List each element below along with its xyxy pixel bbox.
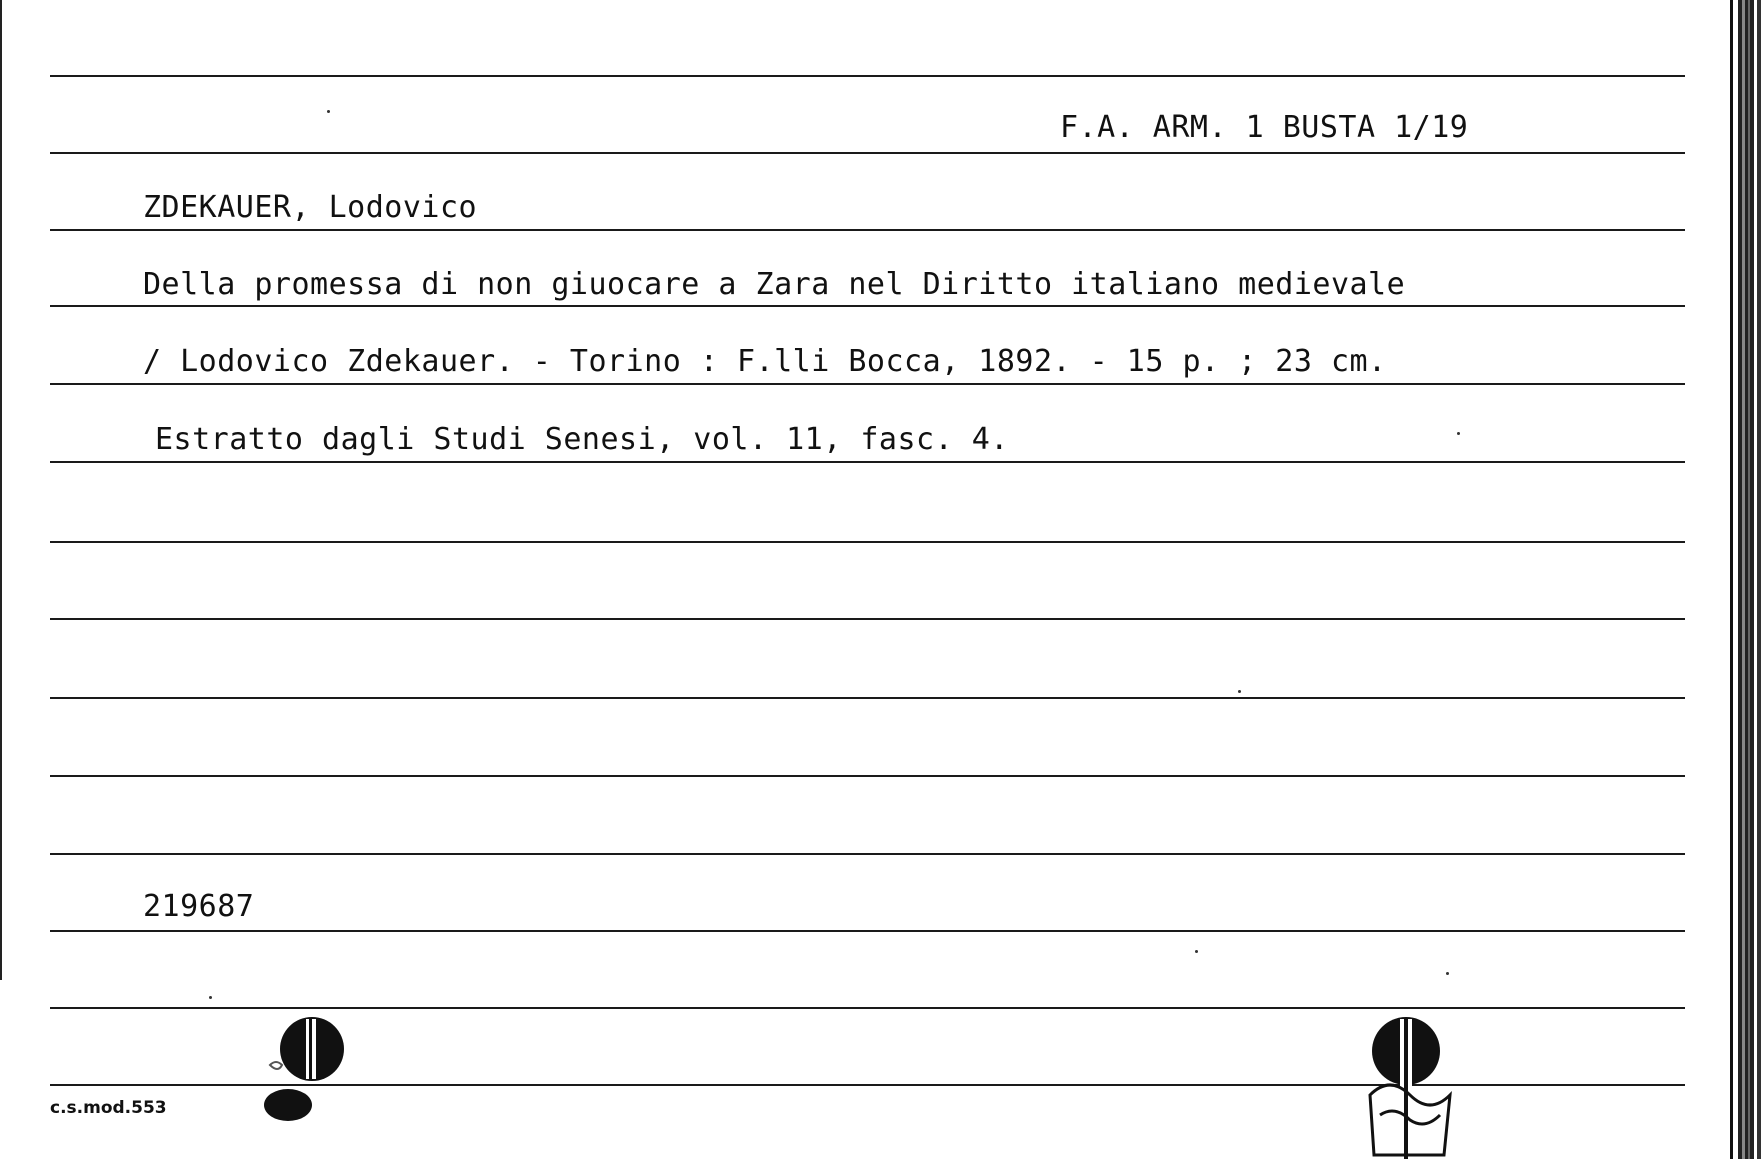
ruled-line [50,853,1685,855]
ruled-line [50,930,1685,932]
scan-speck [1457,432,1460,435]
shelfmark: F.A. ARM. 1 BUSTA 1/19 [1060,110,1469,145]
title-line-1: Della promessa di non giuocare a Zara nel Diritto italiano medievale [143,267,1406,302]
ruled-line [50,461,1685,463]
scan-speck [327,110,330,113]
scan-speck [209,996,212,999]
ruled-line [50,229,1685,231]
ruled-line [50,152,1685,154]
punch-hole-left [250,1015,350,1125]
note-line: Estratto dagli Studi Senesi, vol. 11, fasc. 4. [155,422,1009,457]
form-code: c.s.mod.553 [50,1098,167,1118]
ruled-line [50,75,1685,77]
scan-speck [1446,972,1449,975]
ruled-line [50,1007,1685,1009]
ruled-line [50,697,1685,699]
punch-hole-right [1360,1015,1470,1159]
inventory-number: 219687 [143,889,255,924]
author-heading: ZDEKAUER, Lodovico [143,190,478,225]
ruled-line [50,618,1685,620]
scan-speck [1195,950,1198,953]
scan-speck [1238,690,1241,693]
ruled-line [50,383,1685,385]
ruled-line [50,775,1685,777]
ruled-line [50,541,1685,543]
card-left-edge [0,0,2,980]
ruled-line [50,305,1685,307]
title-line-2: / Lodovico Zdekauer. - Torino : F.lli Bocca, 1892. - 15 p. ; 23 cm. [143,344,1387,379]
card-right-edge [1730,0,1761,1159]
